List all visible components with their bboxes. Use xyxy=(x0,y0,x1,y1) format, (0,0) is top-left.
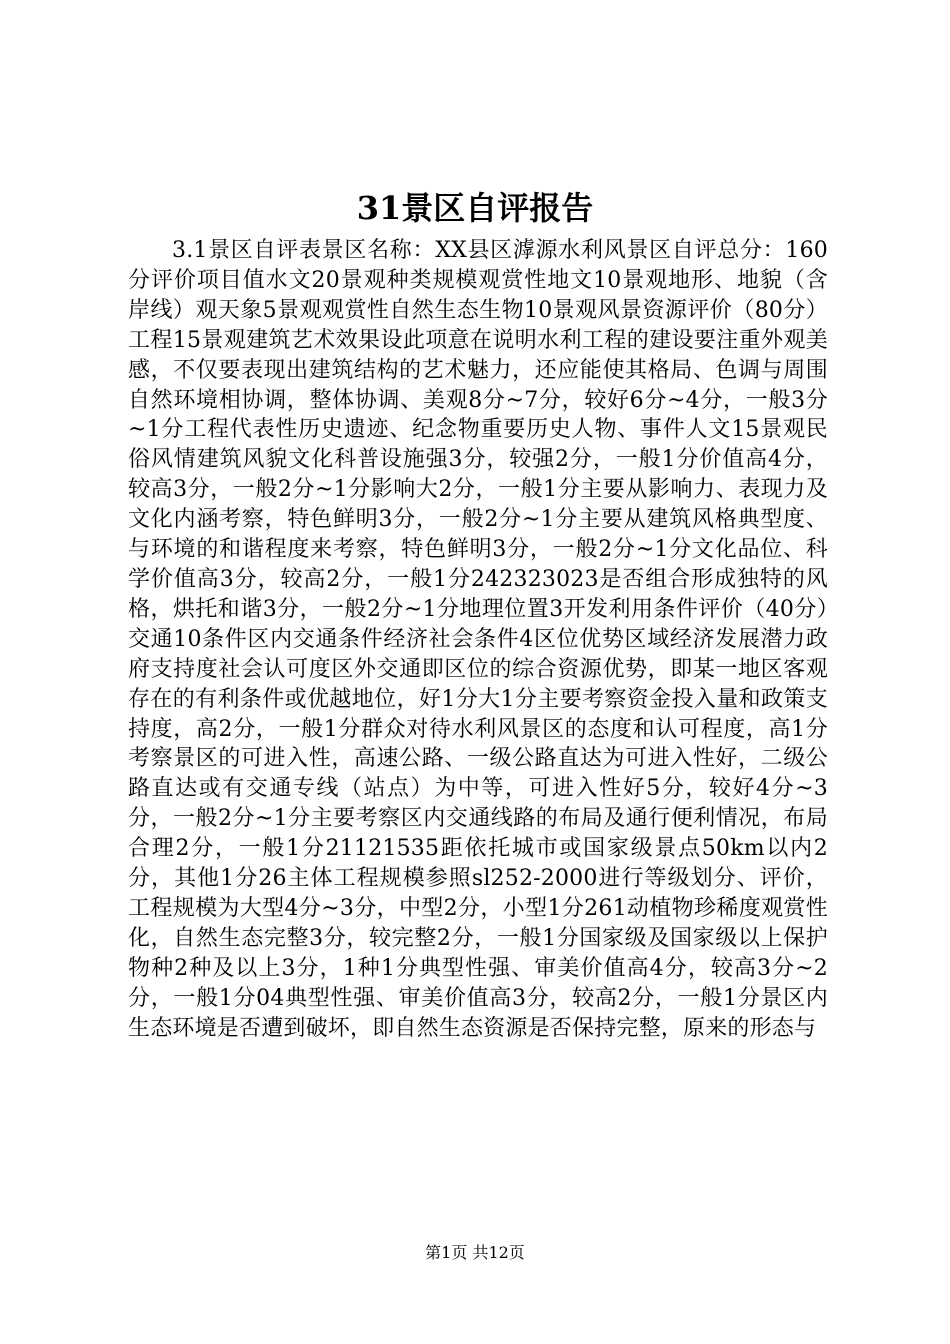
page-number-footer: 第1页 共12页 xyxy=(425,1243,525,1262)
document-title: 31景区自评报告 xyxy=(356,189,594,227)
document-body-paragraph: 3.1景区自评表景区名称：XX县区滹源水利风景区自评总分：160分评价项目值水文20景观种类规模观赏性地文10景观地形、地貌（含岸线）观天象5景观观赏性自然生态生物10景观风景资源评价（80分）工程15景观建筑艺术效果设此项意在说明水利工程的建设要注重外观美感，不仅要表现出建筑结构的艺术魅力，还应能使其格局、色调与周围自然环境相协调，整体协调、美观8分~7分，较好6分~4分，一般3分~1分工程代表性历史遗迹、纪念物重要历史人物、事件人文15景观民俗风情建筑风貌文化科普设施强3分，较强2分，一般1分价值高4分，较高3分，一般2分~1分影响大2分，一般1分主要从影响力、表现力及文化内涵考察，特色鲜明3分，一般2分~1分主要从建筑风格典型度、与环境的和谐程度来考察，特色鲜明3分，一般2分~1分文化品位、科学价值高3分，较高2分，一般1分242323023是否组合形成独特的风格，烘托和谐3分，一般2分~1分地理位置3开发利用条件评价（40分）交通10条件区内交通条件经济社会条件4区位优势区域经济发展潜力政府支持度社会认可度区外交通即区位的综合资源优势，即某一地区客观存在的有利条件或优越地位，好1分大1分主要考察资金投入量和政策支持度，高2分，一般1分群众对待水利风景区的态度和认可程度，高1分考察景区的可进入性，高速公路、一级公路直达为可进入性好，二级公路直达或有交通专线（站点）为中等，可进入性好5分，较好4分~3分，一般2分~1分主要考察区内交通线路的布局及通行便利情况，布局合理2分，一般1分21121535距依托城市或国家级景点50km以内2分，其他1分26主体工程规模参照sl252-2000进行等级划分、评价，工程规模为大型4分~3分，中型2分，小型1分261动植物珍稀度观赏性化，自然生态完整3分，较完整2分，一般1分国家级及国家级以上保护物种2种及以上3分，1种1分典型性强、审美价值高4分，较高3分~2分，一般1分04典型性强、审美价值高3分，较高2分，一般1分景区内生态环境是否遭到破坏，即自然生态资源是否保持完整，原来的形态与 xyxy=(128,238,828,1041)
